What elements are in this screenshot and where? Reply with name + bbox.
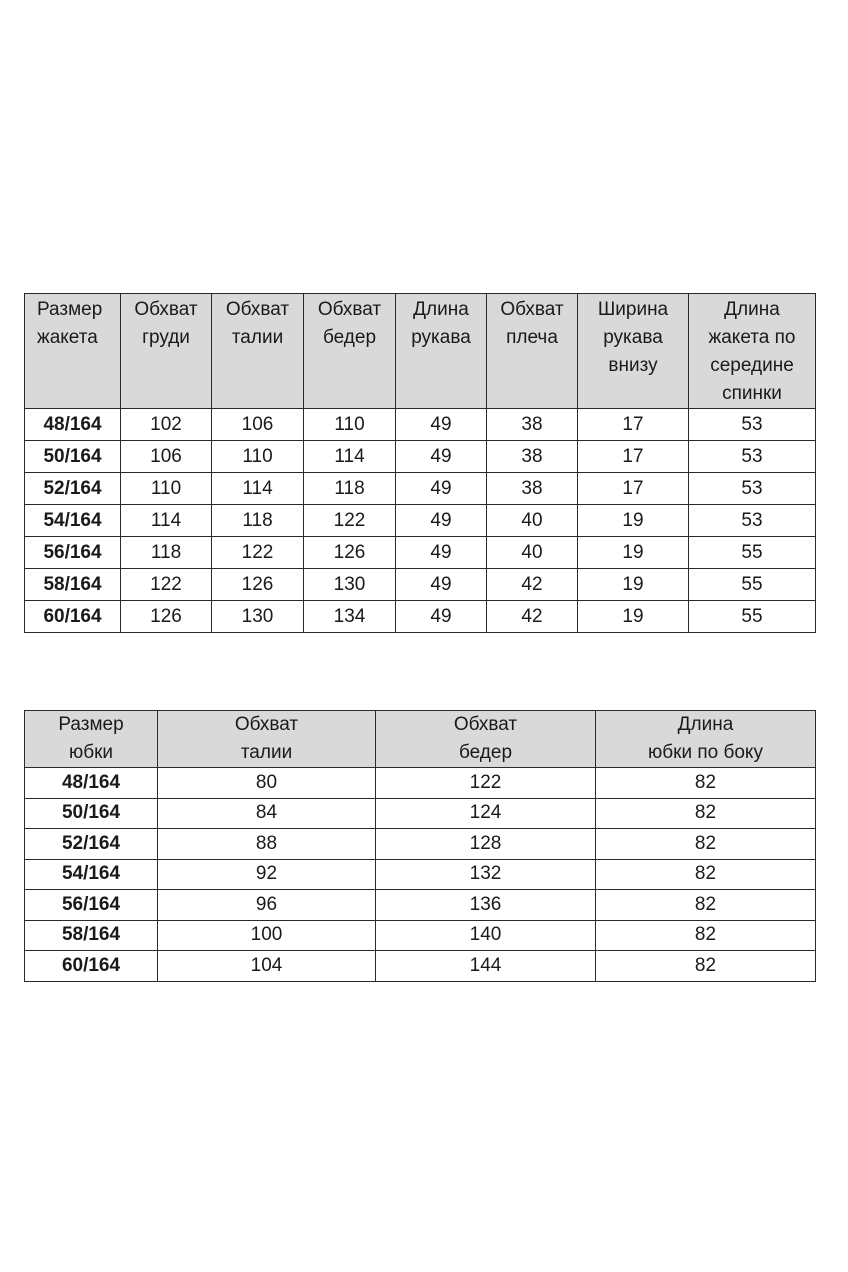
table-row <box>25 768 816 799</box>
table-cell: 53 <box>689 409 816 441</box>
table-cell: 17 <box>578 409 689 441</box>
jacket-header-size: Размер жакета <box>25 294 121 409</box>
table-cell: 80 <box>158 768 376 799</box>
skirt-header-hips: Обхват бедер <box>376 711 596 768</box>
skirt-header-waist: Обхват талии <box>158 711 376 768</box>
table-cell: 40 <box>487 505 578 537</box>
table-cell: 126 <box>121 601 212 633</box>
table-row <box>25 569 816 601</box>
table-cell: 122 <box>376 768 596 799</box>
size-cell: 50/164 <box>25 441 121 473</box>
table-cell: 132 <box>376 859 596 890</box>
table-cell: 140 <box>376 920 596 951</box>
table-cell: 122 <box>212 537 304 569</box>
table-cell: 92 <box>158 859 376 890</box>
jacket-header-chest: Обхват груди <box>121 294 212 409</box>
table-cell: 110 <box>212 441 304 473</box>
table-cell: 82 <box>596 920 816 951</box>
jacket-header-shoulder: Обхват плеча <box>487 294 578 409</box>
table-cell: 49 <box>396 537 487 569</box>
size-cell: 52/164 <box>25 473 121 505</box>
table-row <box>25 890 816 921</box>
size-cell: 54/164 <box>25 505 121 537</box>
table-cell: 49 <box>396 409 487 441</box>
skirt-header-skirt-length: Длина юбки по боку <box>596 711 816 768</box>
jacket-header-waist: Обхват талии <box>212 294 304 409</box>
table-row <box>25 859 816 890</box>
table-cell: 118 <box>212 505 304 537</box>
table-cell: 88 <box>158 829 376 860</box>
size-cell: 48/164 <box>25 768 158 799</box>
table-cell: 53 <box>689 441 816 473</box>
table-row <box>25 537 816 569</box>
table-cell: 114 <box>121 505 212 537</box>
table-cell: 114 <box>304 441 396 473</box>
table-cell: 106 <box>212 409 304 441</box>
table-cell: 118 <box>121 537 212 569</box>
table-cell: 17 <box>578 473 689 505</box>
jacket-header-jacket-length: Длина жакета по середине спинки <box>689 294 816 409</box>
table-row <box>25 473 816 505</box>
table-cell: 19 <box>578 537 689 569</box>
size-cell: 56/164 <box>25 890 158 921</box>
table-cell: 106 <box>121 441 212 473</box>
table-cell: 53 <box>689 505 816 537</box>
table-cell: 49 <box>396 505 487 537</box>
table-cell: 82 <box>596 768 816 799</box>
size-cell: 58/164 <box>25 569 121 601</box>
table-cell: 126 <box>304 537 396 569</box>
table-cell: 42 <box>487 601 578 633</box>
jacket-header-sleeve-width: Ширина рукава внизу <box>578 294 689 409</box>
skirt-size-table <box>24 710 816 982</box>
table-cell: 55 <box>689 537 816 569</box>
table-cell: 38 <box>487 409 578 441</box>
table-cell: 126 <box>212 569 304 601</box>
table-cell: 38 <box>487 473 578 505</box>
size-cell: 60/164 <box>25 951 158 982</box>
table-cell: 82 <box>596 890 816 921</box>
table-cell: 122 <box>121 569 212 601</box>
skirt-table-body <box>25 768 816 982</box>
table-cell: 122 <box>304 505 396 537</box>
table-cell: 53 <box>689 473 816 505</box>
table-row <box>25 409 816 441</box>
table-cell: 96 <box>158 890 376 921</box>
table-row <box>25 798 816 829</box>
table-cell: 55 <box>689 601 816 633</box>
table-cell: 136 <box>376 890 596 921</box>
table-cell: 102 <box>121 409 212 441</box>
table-cell: 40 <box>487 537 578 569</box>
jacket-table-body <box>25 409 816 633</box>
table-cell: 84 <box>158 798 376 829</box>
table-cell: 82 <box>596 829 816 860</box>
table-cell: 134 <box>304 601 396 633</box>
table-cell: 82 <box>596 951 816 982</box>
size-cell: 60/164 <box>25 601 121 633</box>
table-cell: 19 <box>578 505 689 537</box>
skirt-header-size: Размер юбки <box>25 711 158 768</box>
table-cell: 114 <box>212 473 304 505</box>
jacket-header-hips: Обхват бедер <box>304 294 396 409</box>
table-cell: 144 <box>376 951 596 982</box>
size-cell: 54/164 <box>25 859 158 890</box>
table-row <box>25 505 816 537</box>
table-cell: 49 <box>396 601 487 633</box>
size-cell: 48/164 <box>25 409 121 441</box>
table-row <box>25 920 816 951</box>
table-cell: 124 <box>376 798 596 829</box>
table-cell: 19 <box>578 601 689 633</box>
table-row <box>25 441 816 473</box>
table-row <box>25 601 816 633</box>
table-cell: 55 <box>689 569 816 601</box>
table-cell: 82 <box>596 798 816 829</box>
table-cell: 130 <box>304 569 396 601</box>
table-cell: 130 <box>212 601 304 633</box>
table-cell: 104 <box>158 951 376 982</box>
table-cell: 49 <box>396 473 487 505</box>
table-cell: 49 <box>396 569 487 601</box>
table-cell: 82 <box>596 859 816 890</box>
table-cell: 38 <box>487 441 578 473</box>
jacket-header-sleeve-length: Длина рукава <box>396 294 487 409</box>
table-cell: 118 <box>304 473 396 505</box>
size-cell: 56/164 <box>25 537 121 569</box>
size-cell: 58/164 <box>25 920 158 951</box>
table-cell: 100 <box>158 920 376 951</box>
table-cell: 128 <box>376 829 596 860</box>
table-row <box>25 951 816 982</box>
size-cell: 50/164 <box>25 798 158 829</box>
size-cell: 52/164 <box>25 829 158 860</box>
table-cell: 110 <box>304 409 396 441</box>
jacket-size-table <box>24 293 816 633</box>
table-cell: 19 <box>578 569 689 601</box>
jacket-header-row <box>25 294 816 409</box>
table-cell: 110 <box>121 473 212 505</box>
table-cell: 49 <box>396 441 487 473</box>
table-row <box>25 829 816 860</box>
skirt-header-row <box>25 711 816 768</box>
table-cell: 42 <box>487 569 578 601</box>
table-cell: 17 <box>578 441 689 473</box>
